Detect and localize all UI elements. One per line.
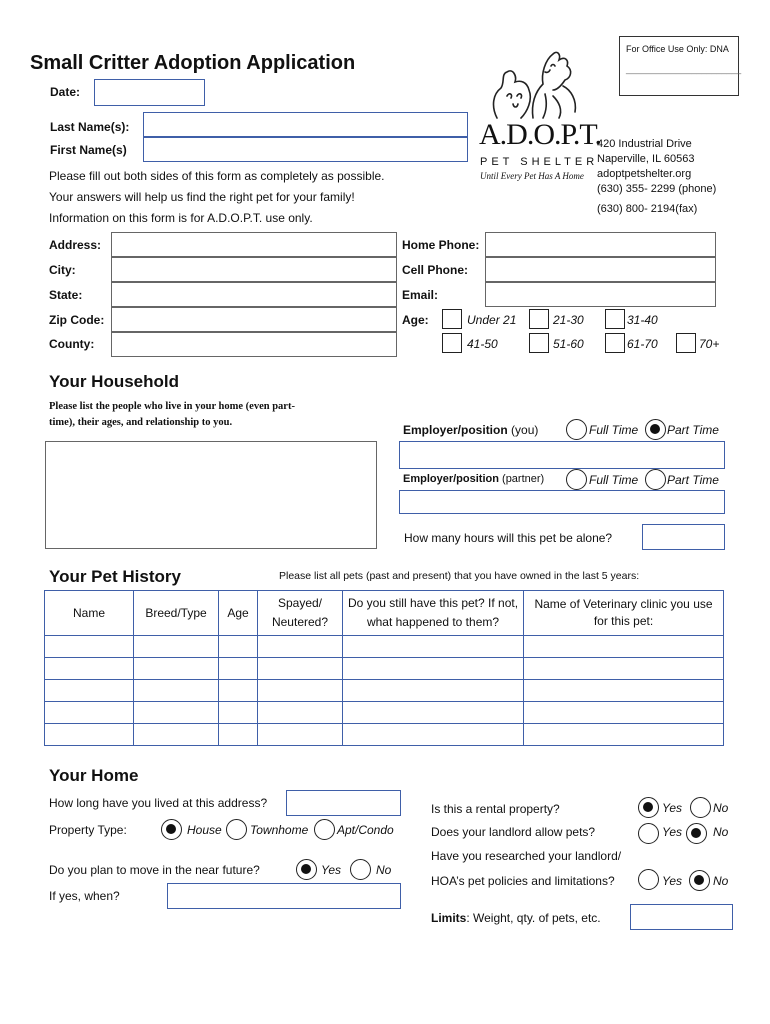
property-apt-condo-radio[interactable] — [314, 819, 335, 840]
researched-yes-label: Yes — [662, 874, 683, 888]
property-townhome-label: Townhome — [250, 823, 309, 837]
office-use-line: _______________________ — [626, 64, 742, 74]
move-no-label: No — [376, 863, 392, 877]
date-label: Date: — [50, 85, 81, 99]
table-cell[interactable] — [45, 702, 134, 724]
employer-partner-label-rest: (partner) — [498, 473, 545, 485]
age-option-label: 31-40 — [627, 313, 658, 327]
last-name-label: Last Name(s): — [50, 120, 130, 134]
table-cell[interactable] — [219, 702, 258, 724]
office-use-label: For Office Use Only: DNA — [626, 44, 729, 54]
partner-full-time-radio[interactable] — [566, 469, 587, 490]
employer-you-field[interactable] — [399, 441, 725, 469]
how-long-field[interactable] — [286, 790, 401, 816]
move-yes-label: Yes — [321, 863, 342, 877]
pet-alone-hours-field[interactable] — [642, 524, 725, 550]
rental-no-label: No — [713, 801, 729, 815]
last-name-field[interactable] — [143, 112, 468, 137]
researched-label-1: Have you researched your landlord/ — [431, 849, 622, 863]
intro-line-1: Please fill out both sides of this form as completely as possible. — [49, 169, 385, 183]
table-cell[interactable] — [134, 702, 219, 724]
if-yes-when-label: If yes, when? — [49, 889, 120, 903]
table-cell[interactable] — [258, 636, 343, 658]
state-field[interactable] — [111, 282, 397, 307]
table-cell[interactable] — [219, 724, 258, 746]
home-phone-label: Home Phone: — [402, 238, 480, 252]
table-cell[interactable] — [524, 724, 724, 746]
age-checkbox-21-30[interactable] — [529, 309, 549, 329]
pet-alone-label: How many hours will this pet be alone? — [404, 531, 613, 545]
city-label: City: — [49, 263, 76, 277]
home-phone-field[interactable] — [485, 232, 716, 257]
address-field[interactable] — [111, 232, 397, 257]
limits-label-rest: : Weight, qty. of pets, etc. — [466, 911, 601, 925]
table-cell[interactable] — [219, 680, 258, 702]
partner-full-time-label: Full Time — [589, 473, 639, 487]
table-cell[interactable] — [524, 680, 724, 702]
table-cell[interactable] — [343, 658, 524, 680]
researched-yes-radio[interactable] — [638, 869, 659, 890]
cell-phone-label: Cell Phone: — [402, 263, 469, 277]
date-field[interactable] — [94, 79, 205, 106]
employer-partner-label — [403, 473, 544, 485]
household-instructions-2: time), their ages, and relationship to you. — [49, 417, 233, 428]
age-option-label: 51-60 — [553, 337, 584, 351]
intro-line-2: Your answers will help us find the right pet for your family! — [49, 190, 355, 204]
table-cell[interactable] — [45, 636, 134, 658]
rental-label: Is this a rental property? — [431, 802, 560, 816]
column-header-vet-clinic: Name of Veterinary clinic you use for this pet: — [524, 591, 724, 636]
researched-no-label: No — [713, 874, 729, 888]
dog-cat-logo-icon — [487, 46, 585, 122]
age-checkbox-51-60[interactable] — [529, 333, 549, 353]
table-cell[interactable] — [343, 724, 524, 746]
age-option-label: 70+ — [699, 337, 720, 351]
table-row — [45, 680, 724, 702]
intro-line-3: Information on this form is for A.D.O.P.T. use only. — [49, 211, 313, 225]
table-cell[interactable] — [343, 702, 524, 724]
state-label: State: — [49, 288, 83, 302]
column-header-spayed: Spayed/ Neutered? — [258, 591, 343, 636]
table-cell[interactable] — [219, 658, 258, 680]
move-label: Do you plan to move in the near future? — [49, 863, 260, 877]
county-field[interactable] — [111, 332, 397, 357]
limits-label-bold: Limits — [431, 911, 467, 925]
table-row — [45, 724, 724, 746]
property-type-label: Property Type: — [49, 823, 127, 837]
table-cell[interactable] — [45, 680, 134, 702]
pet-history-instructions: Please list all pets (past and present) that you have owned in the last 5 years: — [279, 570, 640, 582]
landlord-yes-radio[interactable] — [638, 823, 659, 844]
page-title: Small Critter Adoption Application — [30, 52, 356, 74]
partner-part-time-radio[interactable] — [645, 469, 666, 490]
age-option-label: 61-70 — [627, 337, 658, 351]
landlord-no-label: No — [713, 825, 729, 839]
table-row — [45, 636, 724, 658]
logo-name: A.D.O.P.T. — [479, 118, 601, 151]
table-row — [45, 702, 724, 724]
table-cell[interactable] — [258, 680, 343, 702]
zip-label: Zip Code: — [49, 313, 105, 327]
age-checkbox-61-70[interactable] — [605, 333, 625, 353]
first-name-field[interactable] — [143, 137, 468, 162]
table-cell[interactable] — [45, 658, 134, 680]
age-checkbox-under-21[interactable] — [442, 309, 462, 329]
city-field[interactable] — [111, 257, 397, 282]
researched-label-2: HOA’s pet policies and limitations? — [431, 874, 615, 888]
shelter-fax: (630) 800- 2194(fax) — [597, 203, 698, 215]
column-header-breed: Breed/Type — [134, 591, 219, 636]
column-header-still-have: Do you still have this pet? If not, what happened to them? — [343, 591, 524, 636]
limits-label — [431, 911, 601, 925]
landlord-yes-label: Yes — [662, 825, 683, 839]
researched-no-radio[interactable] — [689, 870, 710, 891]
age-checkbox-41-50[interactable] — [442, 333, 462, 353]
cell-phone-field[interactable] — [485, 257, 716, 282]
logo-subtitle: PET SHELTER — [480, 156, 599, 168]
table-cell[interactable] — [134, 636, 219, 658]
table-cell[interactable] — [524, 702, 724, 724]
logo-tagline: Until Every Pet Has A Home — [480, 171, 584, 181]
rental-no-radio[interactable] — [690, 797, 711, 818]
you-part-time-radio[interactable] — [645, 419, 666, 440]
age-checkbox-70-plus[interactable] — [676, 333, 696, 353]
household-heading: Your Household — [49, 372, 180, 391]
pet-history-table — [44, 590, 724, 746]
age-option-label: 21-30 — [553, 313, 584, 327]
employer-you-label-bold: Employer/position — [403, 423, 508, 437]
you-part-time-label: Part Time — [667, 423, 719, 437]
table-cell[interactable] — [219, 636, 258, 658]
table-cell[interactable] — [134, 658, 219, 680]
table-cell[interactable] — [258, 658, 343, 680]
landlord-allows-label: Does your landlord allow pets? — [431, 825, 596, 839]
property-apt-condo-label: Apt/Condo — [337, 823, 394, 837]
employer-partner-label-bold: Employer/position — [403, 473, 499, 485]
first-name-label: First Name(s) — [50, 143, 127, 157]
table-row — [45, 658, 724, 680]
property-house-radio[interactable] — [161, 819, 182, 840]
how-long-label: How long have you lived at this address? — [49, 796, 268, 810]
household-instructions-1: Please list the people who live in your home (even part- — [49, 401, 295, 412]
employer-you-label-rest: (you) — [507, 423, 539, 437]
you-full-time-label: Full Time — [589, 423, 639, 437]
employer-partner-field[interactable] — [399, 490, 725, 514]
home-heading: Your Home — [49, 766, 139, 785]
table-cell[interactable] — [524, 636, 724, 658]
table-cell[interactable] — [524, 658, 724, 680]
rental-yes-radio[interactable] — [638, 797, 659, 818]
employer-you-label — [403, 423, 538, 437]
table-cell[interactable] — [134, 724, 219, 746]
table-cell[interactable] — [343, 636, 524, 658]
zip-field[interactable] — [111, 307, 397, 332]
age-label: Age: — [402, 313, 429, 327]
you-full-time-radio[interactable] — [566, 419, 587, 440]
table-cell[interactable] — [258, 702, 343, 724]
table-header-row — [45, 591, 724, 636]
table-cell[interactable] — [45, 724, 134, 746]
column-header-age: Age — [219, 591, 258, 636]
age-option-label: Under 21 — [467, 313, 517, 327]
move-yes-radio[interactable] — [296, 859, 317, 880]
shelter-city: Naperville, IL 60563 — [597, 153, 695, 165]
landlord-no-radio[interactable] — [686, 823, 707, 844]
column-header-name: Name — [45, 591, 134, 636]
address-label: Address: — [49, 238, 102, 252]
rental-yes-label: Yes — [662, 801, 683, 815]
move-no-radio[interactable] — [350, 859, 371, 880]
email-label: Email: — [402, 288, 439, 302]
shelter-phone: (630) 355- 2299 (phone) — [597, 183, 717, 195]
property-house-label: House — [187, 823, 222, 837]
shelter-website: adoptpetshelter.org — [597, 168, 692, 180]
table-cell[interactable] — [258, 724, 343, 746]
shelter-street: 420 Industrial Drive — [597, 138, 692, 150]
if-yes-when-field[interactable] — [167, 883, 401, 909]
email-field[interactable] — [485, 282, 716, 307]
age-option-label: 41-50 — [467, 337, 498, 351]
limits-field[interactable] — [630, 904, 733, 930]
pet-history-heading: Your Pet History — [49, 567, 181, 586]
table-cell[interactable] — [134, 680, 219, 702]
property-townhome-radio[interactable] — [226, 819, 247, 840]
household-members-field[interactable] — [45, 441, 377, 549]
partner-part-time-label: Part Time — [667, 473, 719, 487]
table-cell[interactable] — [343, 680, 524, 702]
age-checkbox-31-40[interactable] — [605, 309, 625, 329]
county-label: County: — [49, 337, 95, 351]
